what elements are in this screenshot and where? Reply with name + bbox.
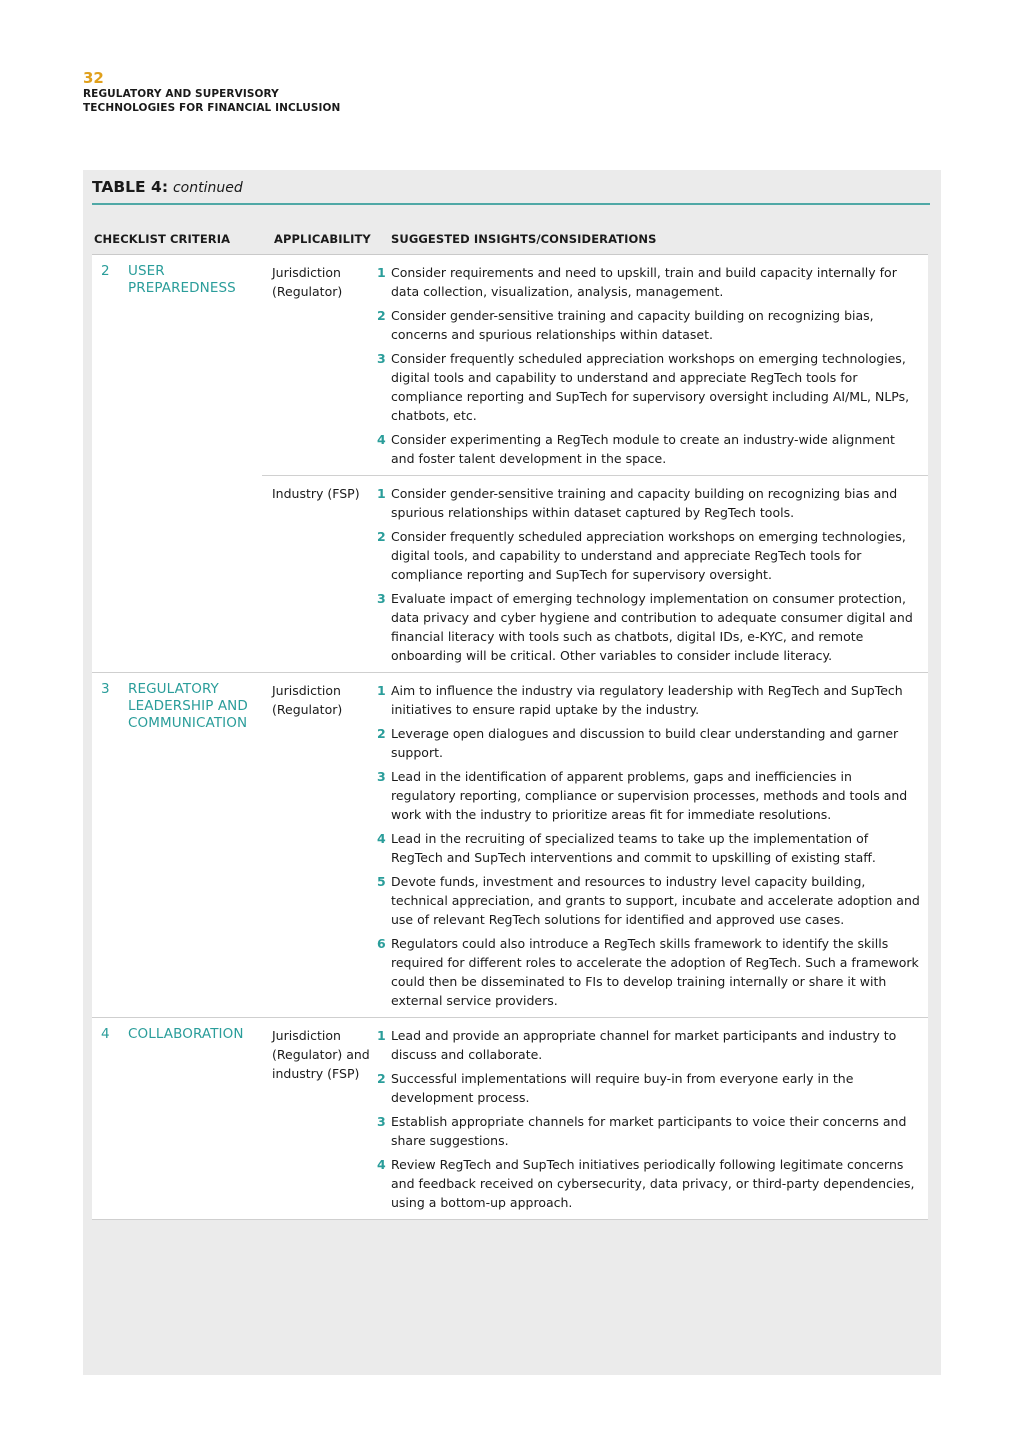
list-item (377, 263, 920, 301)
list-item (377, 1069, 920, 1107)
title-divider (92, 203, 930, 205)
item-text: Establish appropriate channels for market participants to voice their concerns and share suggestions. (391, 1114, 907, 1148)
insights-list (377, 263, 928, 468)
item-text: Successful implementations will require buy-in from everyone early in the development process. (391, 1071, 854, 1105)
item-text: Evaluate impact of emerging technology implementation on consumer protection, data privacy and cyber hygiene and contribution to adequate consumer digital and financial literacy with tools such as chatbots, digital IDs, e-KYC, and remote onboarding will be critical. Other variables to consider include literacy. (391, 591, 913, 663)
criteria-label: USER PREPAREDNESS (128, 263, 236, 296)
item-number: 2 (377, 308, 386, 323)
report-title-line-1: REGULATORY AND SUPERVISORY (83, 88, 279, 100)
list-item (377, 430, 920, 468)
table-row (92, 1018, 928, 1220)
list-item (377, 724, 920, 762)
report-title-line-2: TECHNOLOGIES FOR FINANCIAL INCLUSION (83, 102, 341, 114)
applicability-cell: Jurisdiction (Regulator) (272, 683, 343, 717)
list-item (377, 872, 920, 929)
item-number: 3 (377, 769, 386, 784)
checklist-table (92, 228, 928, 1220)
item-text: Consider gender-sensitive training and capacity building on recognizing bias and spurious relationships within dataset captured by RegTech tools. (391, 486, 898, 520)
list-item (377, 934, 920, 1010)
applicability-groups (262, 1018, 928, 1219)
criteria-number: 4 (101, 1026, 110, 1042)
list-item (377, 349, 920, 425)
criteria-number: 2 (101, 263, 110, 279)
list-item (377, 306, 920, 344)
item-text: Lead in the recruiting of specialized teams to take up the implementation of RegTech and SupTech interventions and commit to upskilling of existing staff. (391, 831, 876, 865)
criteria-label: REGULATORY LEADERSHIP AND COMMUNICATION (128, 681, 248, 731)
item-number: 2 (377, 529, 386, 544)
list-item (377, 681, 920, 719)
table-header-row (92, 228, 928, 255)
column-header-applicability: APPLICABILITY (274, 232, 371, 246)
item-text: Leverage open dialogues and discussion to build clear understanding and garner support. (391, 726, 899, 760)
item-text: Regulators could also introduce a RegTech skills framework to identify the skills required for different roles to accelerate the adoption of RegTech. Such a framework could then be disseminated to FIs to develop training internally or share it with external service providers. (391, 936, 919, 1008)
item-number: 3 (377, 1114, 386, 1129)
page-number: 32 (83, 69, 104, 87)
item-text: Lead in the identification of apparent problems, gaps and inefficiencies in regulatory reporting, compliance or supervision processes, methods and tools and work with the industry to prioritize areas fit for immediate resolutions. (391, 769, 908, 822)
item-text: Consider gender-sensitive training and capacity building on recognizing bias, concerns and spurious relationships within dataset. (391, 308, 874, 342)
table-subtitle: continued (172, 180, 243, 196)
insights-list (377, 484, 928, 665)
column-header-insights: SUGGESTED INSIGHTS/CONSIDERATIONS (391, 232, 657, 246)
list-item (377, 829, 920, 867)
column-header-criteria: CHECKLIST CRITERIA (94, 232, 231, 246)
applicability-groups (262, 255, 928, 672)
table-body (92, 255, 928, 1220)
page-header (83, 70, 340, 115)
criteria-cell (92, 1018, 262, 1219)
insights-list (377, 681, 928, 1010)
item-number: 4 (377, 432, 386, 447)
item-text: Consider frequently scheduled appreciation workshops on emerging technologies, digital tools, and capability to understand and appreciate RegTech tools for compliance reporting and SupTech for supervisory oversight. (391, 529, 906, 582)
item-number: 4 (377, 1157, 386, 1172)
list-item (377, 1155, 920, 1212)
criteria-cell (92, 673, 262, 1017)
item-number: 1 (377, 265, 386, 280)
item-number: 2 (377, 726, 386, 741)
item-number: 2 (377, 1071, 386, 1086)
item-text: Consider experimenting a RegTech module to create an industry-wide alignment and foster talent development in the space. (391, 432, 895, 466)
item-text: Devote funds, investment and resources to industry level capacity building, technical appreciation, and grants to support, incubate and accelerate adoption and use of relevant RegTech solutions for identified and approved use cases. (391, 874, 920, 927)
table-row (92, 255, 928, 673)
item-text: Lead and provide an appropriate channel for market participants and industry to discuss and collaborate. (391, 1028, 897, 1062)
item-number: 5 (377, 874, 386, 889)
applicability-cell: Jurisdiction (Regulator) (272, 265, 343, 299)
applicability-group (262, 1018, 928, 1219)
applicability-group (262, 673, 928, 1017)
list-item (377, 527, 920, 584)
table-title (92, 178, 243, 196)
item-text: Consider frequently scheduled appreciation workshops on emerging technologies, digital tools and capability to understand and appreciate RegTech tools for compliance reporting and SupTech for supervisory oversight including AI/ML, NLPs, chatbots, etc. (391, 351, 910, 423)
list-item (377, 1026, 920, 1064)
item-text: Aim to influence the industry via regulatory leadership with RegTech and SupTech initiatives to ensure rapid uptake by the industry. (391, 683, 903, 717)
item-number: 3 (377, 351, 386, 366)
criteria-cell (92, 255, 262, 672)
list-item (377, 589, 920, 665)
list-item (377, 484, 920, 522)
item-number: 1 (377, 1028, 386, 1043)
table-label: TABLE 4: (92, 178, 169, 196)
item-number: 3 (377, 591, 386, 606)
insights-list (377, 1026, 928, 1212)
item-text: Consider requirements and need to upskill, train and build capacity internally for data collection, visualization, analysis, management. (391, 265, 897, 299)
criteria-label: COLLABORATION (128, 1026, 244, 1042)
item-number: 1 (377, 486, 386, 501)
applicability-groups (262, 673, 928, 1017)
item-number: 4 (377, 831, 386, 846)
criteria-number: 3 (101, 681, 110, 697)
applicability-cell: Industry (FSP) (272, 486, 360, 501)
list-item (377, 767, 920, 824)
table-row (92, 673, 928, 1018)
item-text: Review RegTech and SupTech initiatives periodically following legitimate concerns and feedback received on cybersecurity, data privacy, or third-party dependencies, using a bottom-up approach. (391, 1157, 915, 1210)
table-panel (83, 170, 941, 1375)
applicability-cell: Jurisdiction (Regulator) and industry (FSP) (272, 1028, 370, 1081)
item-number: 6 (377, 936, 386, 951)
list-item (377, 1112, 920, 1150)
applicability-group (262, 255, 928, 475)
applicability-group (262, 475, 928, 672)
item-number: 1 (377, 683, 386, 698)
